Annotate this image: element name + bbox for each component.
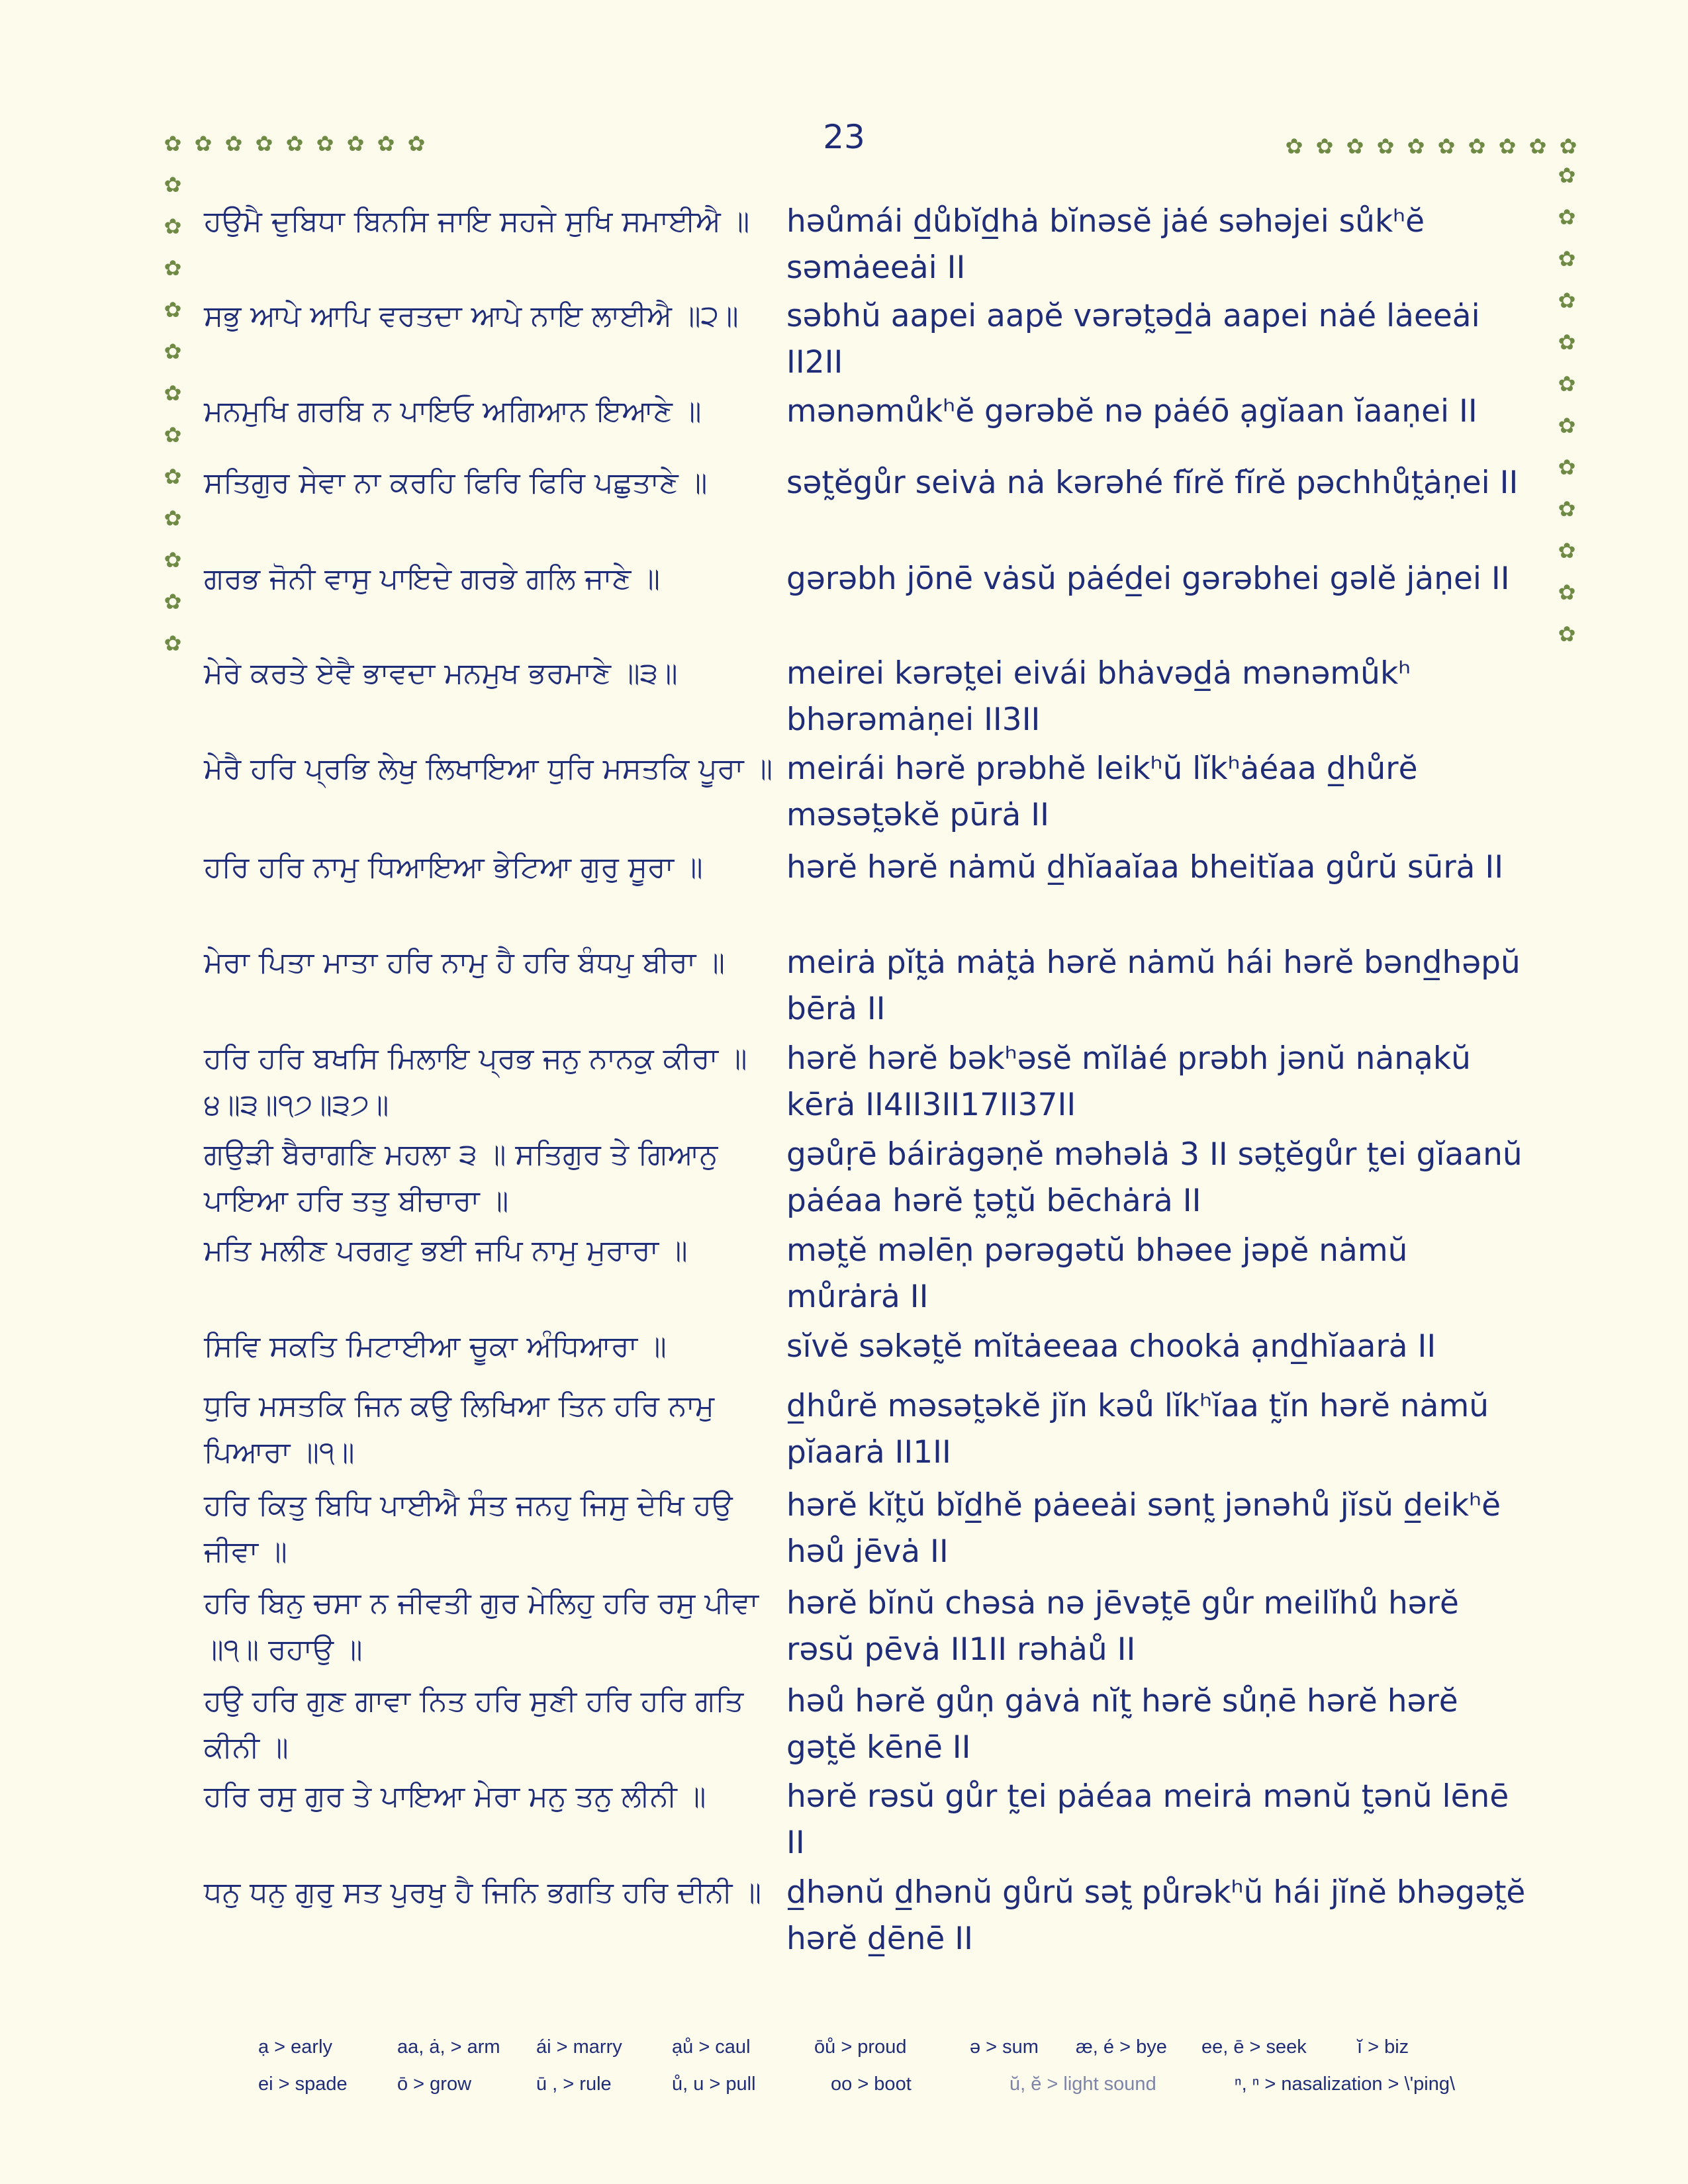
transliteration-line: hərĕ bĭnŭ chəsȧ nə jēvət̰ē gůr meilĭhů hərĕ rəsŭ pēvȧ II1II rəhȧů II: [786, 1585, 1459, 1668]
verse-row: [204, 1132, 1528, 1224]
legend-item: æ, é > bye: [1076, 2036, 1167, 2058]
flower-icon: ✿: [377, 131, 395, 156]
flower-icon: ✿: [255, 131, 273, 156]
verse-row: [204, 1383, 1528, 1476]
flower-icon: ✿: [1559, 134, 1577, 159]
flower-icon: ✿: [164, 297, 182, 322]
page-number: 23: [823, 118, 865, 156]
flower-icon: ✿: [1558, 580, 1576, 605]
verse-row: [204, 1774, 1528, 1866]
flower-icon: ✿: [224, 131, 243, 156]
legend-item: ŭ, ĕ > light sound: [1009, 2073, 1156, 2095]
flower-icon: ✿: [164, 381, 182, 406]
transliteration-line: həů hərĕ gůṇ gȧvȧ nĭt̰ hərĕ sůṇē hərĕ hərĕ gət̰ĕ kēnē II: [786, 1683, 1458, 1766]
gurmukhi-line: ਮੇਰਾ ਪਿਤਾ ਮਾਤਾ ਹਰਿ ਨਾਮੁ ਹੈ ਹਰਿ ਬੰਧਪੁ ਬੀਰਾ ॥: [204, 946, 726, 979]
flower-icon: ✿: [1558, 621, 1576, 647]
flower-icon: ✿: [1558, 413, 1576, 438]
gurmukhi-line: ਮਨਮੁਖਿ ਗਰਬਿ ਨ ਪਾਇਓ ਅਗਿਆਨ ਇਆਣੇ ॥: [204, 394, 702, 428]
flower-icon: ✿: [1558, 455, 1576, 480]
verse-row: [204, 1482, 1528, 1575]
flower-icon: ✿: [164, 172, 182, 197]
verse-row: [204, 1580, 1528, 1673]
legend-item: ə > sum: [970, 2036, 1039, 2058]
flower-icon: ✿: [407, 131, 426, 156]
flower-icon: ✿: [1558, 330, 1576, 355]
flower-icon: ✿: [1498, 134, 1517, 159]
flower-icon: ✿: [1315, 134, 1334, 159]
gurmukhi-line: ਗਉੜੀ ਬੈਰਾਗਣਿ ਮਹਲਾ ੩ ॥ ਸਤਿਗੁਰ ਤੇ ਗਿਆਨੁ ਪਾਇਆ ਹਰਿ ਤਤੁ ਬੀਚਾਰਾ ॥: [204, 1138, 718, 1218]
legend-item: ō > grow: [397, 2073, 472, 2095]
transliteration-line: d̲hənŭ d̲hənŭ gůrŭ sət̰ půrəkʰŭ hái jĭnĕ bhəgət̰ĕ hərĕ d̲ēnē II: [786, 1874, 1526, 1957]
transliteration-line: d̲hůrĕ məsət̰əkĕ jĭn kəů lĭkʰĭaa t̰ĭn hərĕ nȧmŭ pĭaarȧ II1II: [786, 1388, 1489, 1471]
flower-icon: ✿: [164, 506, 182, 531]
transliteration-line: meirái hərĕ prəbhĕ leikʰŭ lĭkʰȧéaa d̲hůrĕ məsət̰əkĕ pūrȧ II: [786, 751, 1418, 833]
legend-item: ōů > proud: [814, 2036, 907, 2058]
transliteration-line: hərĕ kĭt̰ŭ bĭd̲hĕ pȧeeȧi sənt̰ jənəhů jĭsŭ d̲eikʰĕ həů jēvȧ II: [786, 1487, 1501, 1570]
gurmukhi-line: ਹਉ ਹਰਿ ਗੁਣ ਗਾਵਾ ਨਿਤ ਹਰਿ ਸੁਣੀ ਹਰਿ ਹਰਿ ਗਤਿ ਕੀਨੀ ॥: [204, 1684, 744, 1764]
transliteration-line: gərəbh jōnē vȧsŭ pȧéd̲ei gərəbhei gəlĕ jȧṇei II: [786, 561, 1510, 597]
flower-icon: ✿: [1558, 163, 1576, 188]
flower-icon: ✿: [194, 131, 212, 156]
flower-icon: ✿: [1376, 134, 1395, 159]
flower-icon: ✿: [164, 339, 182, 364]
transliteration-line: səbhŭ aapei aapĕ vərət̰əd̲ȧ aapei nȧé lȧeeȧi II2II: [786, 298, 1480, 381]
legend-row: [258, 2066, 1549, 2103]
verse-row: [204, 1228, 1528, 1320]
transliteration-line: hərĕ hərĕ nȧmŭ d̲hĭaaĭaa bheitĭaa gůrŭ sūrȧ II: [786, 849, 1504, 886]
flower-icon: ✿: [316, 131, 334, 156]
transliteration-line: meirei kərət̰ei eivái bhȧvəd̲ȧ mənəmůkʰ bhərəmȧṇei II3II: [786, 655, 1411, 738]
flower-icon: ✿: [346, 131, 365, 156]
flower-icon: ✿: [164, 214, 182, 239]
transliteration-line: meirȧ pĭt̰ȧ mȧt̰ȧ hərĕ nȧmŭ hái hərĕ bənd̲həpŭ bērȧ II: [786, 944, 1521, 1027]
gurmukhi-line: ਹਰਿ ਹਰਿ ਨਾਮੁ ਧਿਆਇਆ ਭੇਟਿਆ ਗੁਰੁ ਸੂਰਾ ॥: [204, 850, 703, 884]
flower-icon: ✿: [164, 422, 182, 447]
verse-row: [204, 293, 1528, 386]
gurmukhi-line: ਹਰਿ ਬਿਨੁ ਚਸਾ ਨ ਜੀਵਤੀ ਗੁਰ ਮੇਲਿਹੁ ਹਰਿ ਰਸੁ ਪੀਵਾ ॥੧॥ ਰਹਾਉ ॥: [204, 1586, 759, 1666]
flower-icon: ✿: [1285, 134, 1303, 159]
flower-icon: ✿: [164, 255, 182, 281]
flower-icon: ✿: [1558, 205, 1576, 230]
verse-row: [204, 556, 1528, 602]
flower-icon: ✿: [1558, 288, 1576, 313]
legend-item: ạ > early: [258, 2036, 333, 2058]
verse-row: [204, 940, 1528, 1032]
gurmukhi-line: ਸਿਵਿ ਸਕਤਿ ਮਿਟਾਈਆ ਚੂਕਾ ਅੰਧਿਆਰਾ ॥: [204, 1330, 667, 1363]
legend-item: ů, u > pull: [672, 2073, 756, 2095]
legend-item: aa, ȧ, > arm: [397, 2036, 500, 2058]
gurmukhi-line: ਧੁਰਿ ਮਸਤਕਿ ਜਿਨ ਕਉ ਲਿਖਿਆ ਤਿਨ ਹਰਿ ਨਾਮੁ ਪਿਆਰਾ ॥੧॥: [204, 1389, 715, 1469]
transliteration-line: hərĕ rəsŭ gůr t̰ei pȧéaa meirȧ mənŭ t̰ənŭ lēnē II: [786, 1778, 1509, 1861]
pronunciation-legend: [258, 2028, 1549, 2103]
gurmukhi-line: ਹਉਮੈ ਦੁਬਿਧਾ ਬਿਨਸਿ ਜਾਇ ਸਹਜੇ ਸੁਖਿ ਸਮਾਈਐ ॥: [204, 205, 750, 238]
flower-icon: ✿: [1407, 134, 1425, 159]
verse-row: [204, 1678, 1528, 1771]
verse-row: [204, 1036, 1528, 1128]
verse-row: [204, 1324, 1528, 1370]
gurmukhi-line: ਮਤਿ ਮਲੀਣ ਪਰਗਟੁ ਭਈ ਜਪਿ ਨਾਮੁ ਮੁਰਾਰਾ ॥: [204, 1234, 688, 1267]
legend-row: [258, 2028, 1549, 2066]
flower-icon: ✿: [1437, 134, 1456, 159]
verse-row: [204, 844, 1528, 891]
flower-icon: ✿: [1558, 538, 1576, 563]
legend-item: ái > marry: [536, 2036, 622, 2058]
verse-row: [204, 746, 1528, 839]
legend-item: ū , > rule: [536, 2073, 612, 2095]
transliteration-line: mət̰ĕ məlēṇ pərəgətŭ bhəee jəpĕ nȧmŭ můrȧrȧ II: [786, 1232, 1408, 1315]
flower-icon: ✿: [164, 547, 182, 572]
flower-icon: ✿: [1558, 371, 1576, 396]
verse-row: [204, 460, 1528, 506]
flower-icon: ✿: [164, 464, 182, 489]
gurmukhi-line: ਹਰਿ ਰਸੁ ਗੁਰ ਤੇ ਪਾਇਆ ਮੇਰਾ ਮਨੁ ਤਨੁ ਲੀਨੀ ॥: [204, 1780, 706, 1813]
legend-item: ee, ē > seek: [1201, 2036, 1307, 2058]
gurmukhi-line: ਧਨੁ ਧਨੁ ਗੁਰੁ ਸਤ ਪੁਰਖੁ ਹੈ ਜਿਨਿ ਭਗਤਿ ਹਰਿ ਦੀਨੀ ॥: [204, 1876, 761, 1909]
gurmukhi-line: ਹਰਿ ਕਿਤੁ ਬਿਧਿ ਪਾਈਐ ਸੰਤ ਜਨਹੁ ਜਿਸੁ ਦੇਖਿ ਹਉ ਜੀਵਾ ॥: [204, 1488, 733, 1569]
flower-icon: ✿: [164, 589, 182, 614]
flower-icon: ✿: [1558, 246, 1576, 271]
gurmukhi-line: ਹਰਿ ਹਰਿ ਬਖਸਿ ਮਿਲਾਇ ਪ੍ਰਭ ਜਨੁ ਨਾਨਕੁ ਕੀਰਾ ॥੪॥੩॥੧੭॥੩੭॥: [204, 1042, 747, 1122]
gurmukhi-line: ਗਰਭ ਜੋਨੀ ਵਾਸੁ ਪਾਇਦੇ ਗਰਭੇ ਗਲਿ ਜਾਣੇ ॥: [204, 562, 661, 596]
flower-icon: ✿: [1528, 134, 1547, 159]
flower-icon: ✿: [285, 131, 304, 156]
transliteration-line: gəůṛē báirȧgəṇĕ məhəlȧ 3 II sət̰ĕgůr t̰ei gĭaanŭ pȧéaa hərĕ t̰ət̰ŭ bēchȧrȧ II: [786, 1136, 1523, 1219]
gurmukhi-line: ਮੇਰੈ ਹਰਿ ਪ੍ਰਭਿ ਲੇਖੁ ਲਿਖਾਇਆ ਧੁਰਿ ਮਸਤਕਿ ਪੂਰਾ ॥: [204, 752, 773, 786]
transliteration-line: hərĕ hərĕ bəkʰəsĕ mĭlȧé prəbh jənŭ nȧnạkŭ kērȧ II4II3II17II37II: [786, 1040, 1471, 1123]
transliteration-line: mənəmůkʰĕ gərəbĕ nə pȧéō ạgĭaan ĭaaṇei II: [786, 393, 1477, 430]
transliteration-line: sĭvĕ səkət̰ĕ mĭtȧeeaa chookȧ ạnd̲hĭaarȧ II: [786, 1328, 1436, 1365]
legend-item: ạů > caul: [672, 2036, 751, 2058]
verse-row: [204, 651, 1528, 743]
flower-icon: ✿: [1558, 496, 1576, 522]
legend-item: ĭ > biz: [1357, 2036, 1409, 2058]
gurmukhi-line: ਸਤਿਗੁਰ ਸੇਵਾ ਨਾ ਕਰਹਿ ਫਿਰਿ ਫਿਰਿ ਪਛੁਤਾਣੇ ॥: [204, 466, 708, 500]
flower-icon: ✿: [1346, 134, 1364, 159]
gurmukhi-line: ਮੇਰੇ ਕਰਤੇ ਏਵੈ ਭਾਵਦਾ ਮਨਮੁਖ ਭਰਮਾਣੇ ॥੩॥: [204, 657, 678, 690]
legend-item: oo > boot: [831, 2073, 912, 2095]
flower-icon: ✿: [1468, 134, 1486, 159]
gurmukhi-line: ਸਭੁ ਆਪੇ ਆਪਿ ਵਰਤਦਾ ਆਪੇ ਨਾਇ ਲਾਈਐ ॥੨॥: [204, 299, 739, 333]
flower-icon: ✿: [164, 631, 182, 656]
transliteration-line: sət̰ĕgůr seivȧ nȧ kərəhé fĭrĕ fĭrĕ pəchhůt̰ȧṇei II: [786, 465, 1519, 501]
flower-icon: ✿: [164, 131, 182, 156]
transliteration-line: həůmái d̲ůbĭd̲hȧ bĭnəsĕ jȧé səhəjei sůkʰĕ səmȧeeȧi II: [786, 203, 1425, 286]
legend-item: ⁿ, ⁿ > nasalization > \'ping\: [1235, 2073, 1456, 2095]
verse-row: [204, 388, 1528, 435]
verse-row: [204, 199, 1528, 291]
verse-row: [204, 1870, 1528, 1962]
legend-item: ei > spade: [258, 2073, 348, 2095]
